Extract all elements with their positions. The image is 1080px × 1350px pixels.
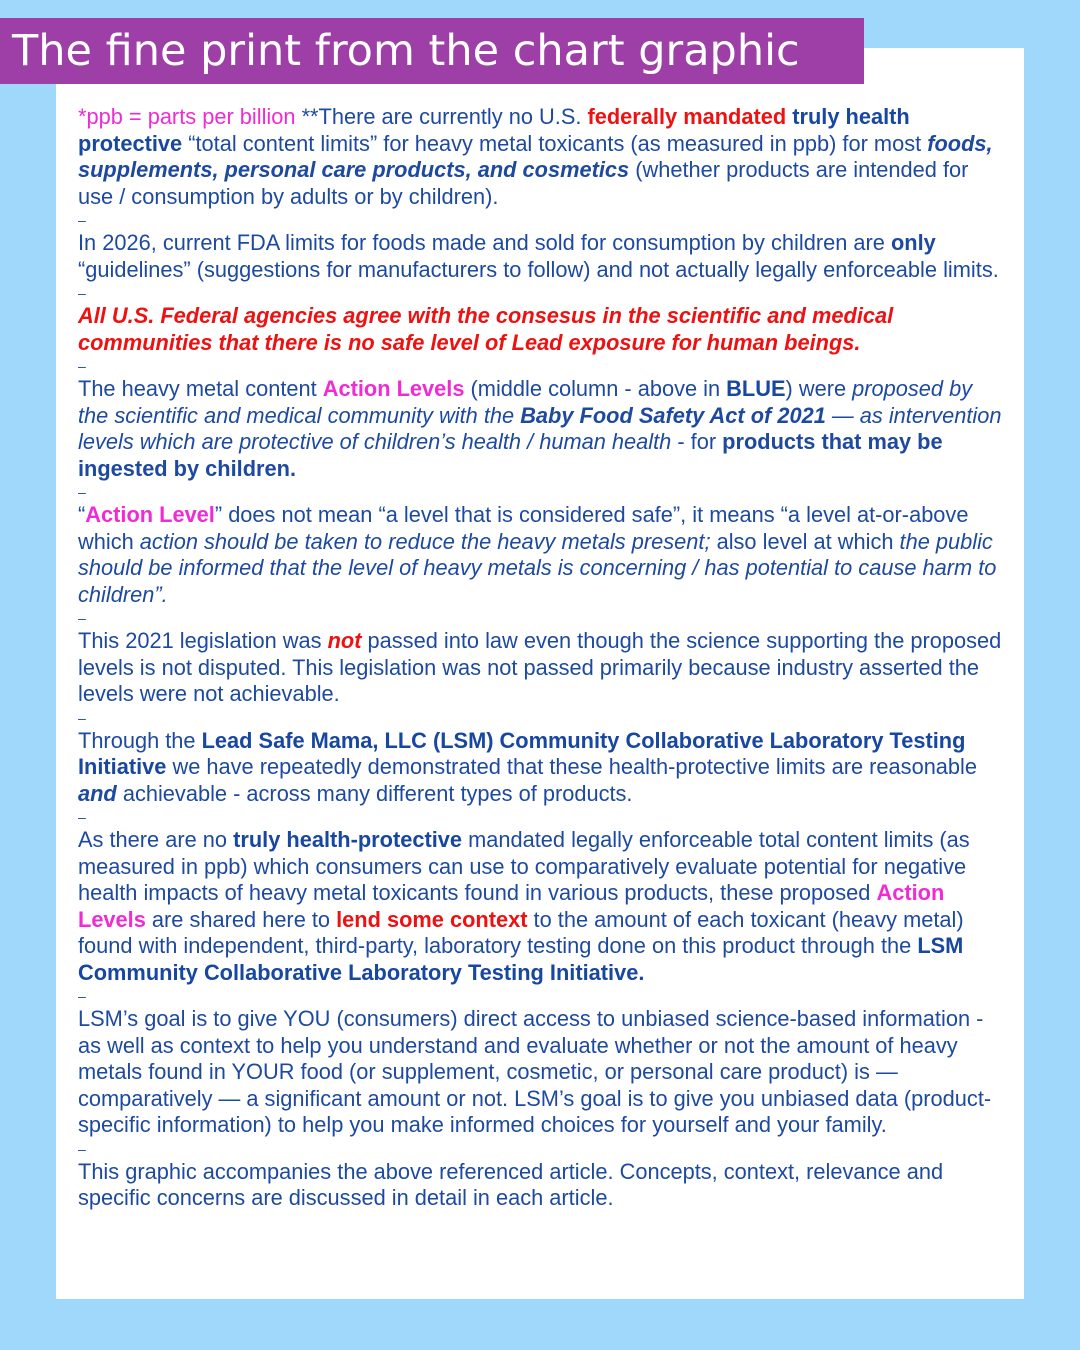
emphasis-ingested-by-children: products that may be ingested by children. bbox=[78, 429, 943, 481]
text-span: ” does not mean “a level that is considered safe”, it means “a level at-or-above which bbox=[78, 502, 969, 554]
text-span: In 2026, current FDA limits for foods made and sold for consumption by children are bbox=[78, 230, 891, 255]
text-span: “ bbox=[78, 502, 86, 527]
emphasis-action-levels: Action Levels bbox=[322, 376, 465, 401]
emphasis-action-levels: Action Levels bbox=[78, 880, 945, 932]
fda-guidelines-paragraph bbox=[78, 230, 1006, 283]
italic-span: the public should be informed that the level of heavy metals is concerning / has potential to cause harm to children”. bbox=[78, 528, 997, 607]
action-levels-paragraph bbox=[78, 376, 1006, 482]
ppb-definition: *ppb = parts per billion bbox=[78, 104, 296, 129]
text-span: **There are currently no U.S. bbox=[295, 104, 588, 129]
emphasis-only: only bbox=[890, 230, 936, 255]
fine-print-body bbox=[78, 104, 1006, 1212]
text-span: (middle column - above in bbox=[464, 376, 727, 401]
emphasis-product-types: foods, supplements, personal care products, and cosmetics bbox=[78, 130, 993, 182]
context-paragraph bbox=[78, 827, 1006, 986]
text-span: The heavy metal content bbox=[78, 376, 323, 401]
text-span: “total content limits” for heavy metal toxicants (as measured in ppb) for most bbox=[182, 130, 928, 156]
text-span: This 2021 legislation was bbox=[78, 628, 328, 653]
lsm-initiative-paragraph bbox=[78, 728, 1006, 808]
lsm-goal-paragraph: LSM’s goal is to give YOU (consumers) direct access to unbiased science-based information - as well as context to help you understand and evaluate whether or not the amount of heavy metals found in YOUR food (or supplement, cosmetic, or personal care product) is — comparatively — a significant amount or not. LSM’s goal is to give you unbiased data (product-specific information) to help you make informed choices for yourself and your family. bbox=[78, 1006, 992, 1137]
text-span: ) were bbox=[785, 376, 853, 401]
separator: – bbox=[78, 709, 86, 726]
emphasis-federally-mandated: federally mandated bbox=[587, 104, 787, 129]
no-safe-lead-statement: All U.S. Federal agencies agree with the consesus in the scientific and medical communities that there is no safe level of Lead exposure for human beings. bbox=[78, 303, 894, 355]
italic-span: proposed by the scientific and medical community with the bbox=[78, 376, 973, 428]
text-span: also level at which bbox=[710, 528, 900, 554]
separator: – bbox=[78, 484, 86, 500]
emphasis-truly-health-protective: truly health-protective bbox=[233, 827, 463, 852]
text-span: mandated legally enforceable total content limits (as measured in ppb) which consumers can use to comparatively evaluate potential for negative health impacts of heavy metal toxicants found in various products, these proposed bbox=[78, 827, 970, 905]
text-span: to the amount of each toxicant (heavy metal) found with independent, third-party, laboratory testing done on this product through the bbox=[78, 906, 964, 958]
text-span: - for bbox=[671, 429, 723, 454]
separator: – bbox=[78, 610, 86, 626]
separator: – bbox=[78, 1140, 86, 1157]
text-span: (whether products are intended for use / consumption by adults or by children). bbox=[78, 157, 969, 209]
legislation-paragraph bbox=[78, 628, 1006, 708]
emphasis-lend-some-context: lend some context bbox=[336, 906, 528, 932]
action-level-definition-paragraph bbox=[78, 502, 1006, 608]
separator: – bbox=[78, 212, 86, 228]
italic-span: action should be taken to reduce the heavy metals present; bbox=[139, 528, 711, 554]
emphasis-action-level: Action Level bbox=[85, 502, 215, 527]
text-span: Through the bbox=[78, 727, 202, 753]
emphasis-not: not bbox=[327, 628, 362, 653]
separator: – bbox=[78, 988, 86, 1004]
separator: – bbox=[78, 358, 86, 374]
italic-span: — as intervention levels which are protective of children’s health / human health bbox=[78, 402, 1002, 454]
text-span: are shared here to bbox=[145, 906, 337, 932]
page-title: The fine print from the chart graphic bbox=[0, 18, 864, 84]
emphasis-blue: BLUE bbox=[726, 376, 786, 401]
separator: – bbox=[78, 809, 86, 825]
text-span: As there are no bbox=[78, 827, 234, 852]
emphasis-lsm-initiative: LSM Community Collaborative Laboratory Testing Initiative. bbox=[78, 933, 964, 985]
emphasis-and: and bbox=[78, 780, 117, 806]
emphasis-lsm-initiative: Lead Safe Mama, LLC (LSM) Community Collaborative Laboratory Testing Initiative bbox=[78, 727, 966, 779]
text-span: “guidelines” (suggestions for manufacturers to follow) and not actually legally enforceable limits. bbox=[78, 256, 999, 282]
separator: – bbox=[78, 285, 86, 301]
text-span: we have repeatedly demonstrated that these health-protective limits are reasonable bbox=[166, 754, 978, 779]
text-span: achievable - across many different types of products. bbox=[116, 780, 633, 806]
text-span: passed into law even though the science supporting the proposed levels is not disputed. This legislation was not passed primarily because industry asserted the levels were not achievable. bbox=[78, 628, 1002, 706]
ppb-note-paragraph bbox=[78, 104, 1006, 210]
article-note-paragraph: This graphic accompanies the above referenced article. Concepts, context, relevance and specific concerns are discussed in detail in each article. bbox=[78, 1158, 944, 1210]
emphasis-baby-food-safety-act: Baby Food Safety Act of 2021 bbox=[520, 402, 826, 428]
emphasis-truly-health-protective: truly health protective bbox=[78, 104, 910, 156]
